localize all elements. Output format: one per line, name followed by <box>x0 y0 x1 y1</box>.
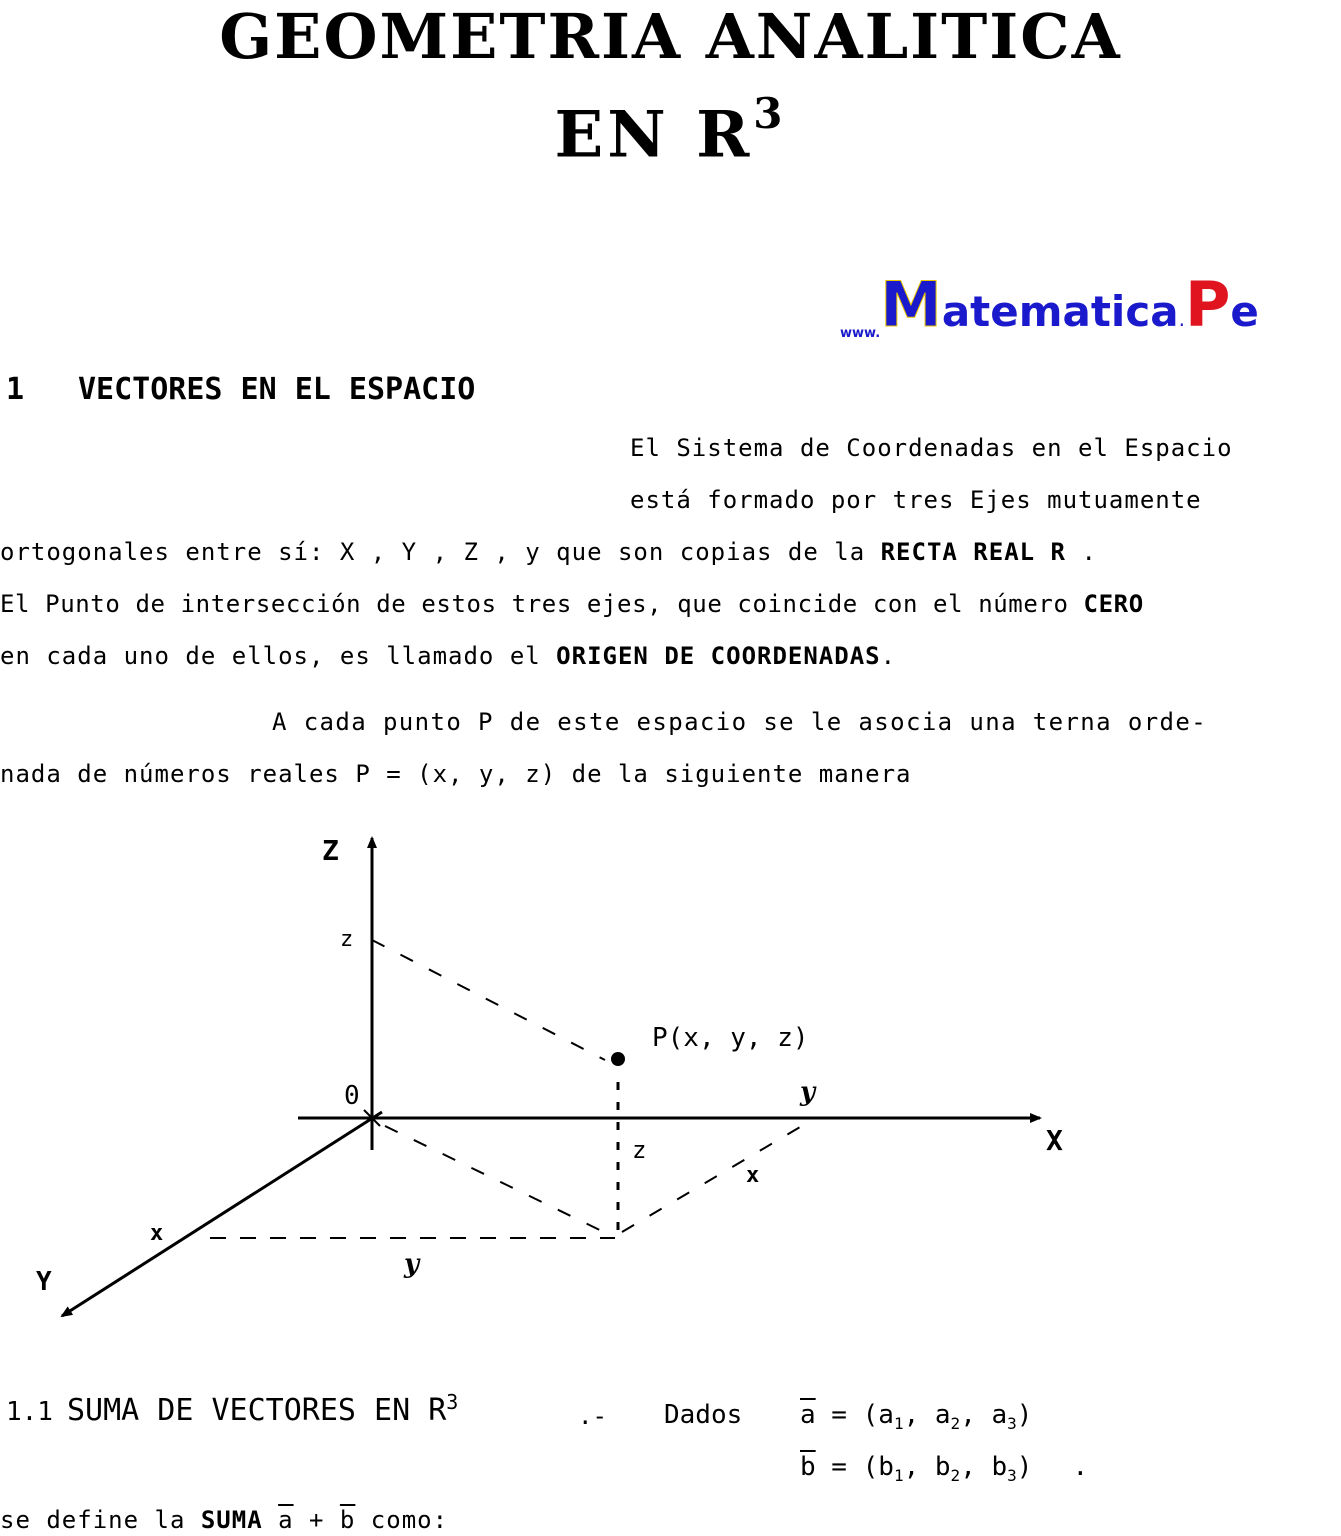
label-x-left: x <box>150 1221 164 1246</box>
text-run: se define la <box>0 1506 201 1534</box>
vector-b-definition <box>800 1452 1088 1485</box>
paragraph-line: A cada punto P de este espacio se le asocia una terna orde- <box>272 708 1208 736</box>
text-run: , b <box>903 1452 951 1482</box>
point-p <box>611 1052 625 1066</box>
paragraph-line: El Sistema de Coordenadas en el Espacio <box>630 434 1233 462</box>
label-y-bottom: y <box>404 1249 420 1279</box>
text-run: . <box>880 642 897 670</box>
paragraph-line: nada de números reales P = (x, y, z) de la siguiente manera <box>0 760 912 788</box>
y-axis <box>62 1112 382 1316</box>
text-run: como: <box>355 1506 449 1534</box>
text-run: . <box>1072 1452 1089 1482</box>
axis-label-z: Z <box>322 834 339 867</box>
page-title: GEOMETRIA ANALITICA <box>219 0 1122 73</box>
bold-term: ORIGEN DE COORDENADAS <box>556 642 881 670</box>
logo-p: P <box>1184 268 1231 341</box>
projection-line <box>372 940 605 1060</box>
page-subtitle <box>0 89 1341 173</box>
coordinate-diagram <box>0 820 1341 1340</box>
matematica-pe-logo <box>840 268 1259 341</box>
subscript: 1 <box>893 1414 904 1434</box>
subtitle-superscript: 3 <box>753 89 787 138</box>
subsection-number: 1.1 <box>6 1397 53 1427</box>
label-x-right: x <box>746 1163 760 1188</box>
paragraph-line <box>0 538 1097 566</box>
subsection-heading <box>6 1390 458 1428</box>
text-run: . <box>1066 538 1097 566</box>
text-run: = (a <box>815 1400 894 1430</box>
origin-label: 0 <box>344 1081 360 1111</box>
subscript: 2 <box>950 1414 961 1434</box>
bold-term: CERO <box>1083 590 1144 618</box>
subsection-superscript: 3 <box>446 1390 459 1414</box>
section-heading <box>6 372 475 407</box>
axis-label-x: X <box>1046 1124 1063 1157</box>
bold-term: SUMA <box>200 1506 263 1534</box>
vector-a-name: $\overline{a}$ <box>278 1506 294 1534</box>
subscript: 3 <box>1007 1414 1017 1434</box>
vector-a-name: $\overline{a}$ <box>800 1400 816 1430</box>
text-run: , b <box>960 1452 1008 1482</box>
section-title: VECTORES EN EL ESPACIO <box>78 372 476 407</box>
paragraph-line <box>0 642 896 670</box>
bold-term: RECTA REAL R <box>880 538 1066 566</box>
section-number: 1 <box>6 372 25 407</box>
vector-a-definition <box>800 1400 1032 1433</box>
logo-atematica: atematica <box>941 287 1179 336</box>
text-run: ortogonales entre sí: X , Y , Z , y que son copias de la <box>0 538 881 566</box>
vector-b-name: $\overline{b}$ <box>339 1506 356 1534</box>
definition-line <box>0 1506 448 1534</box>
text-run: en cada uno de ellos, es llamado el <box>0 642 557 670</box>
axis-label-y: Y <box>36 1267 52 1297</box>
logo-e: e <box>1230 287 1259 336</box>
projection-line <box>622 1120 812 1232</box>
separator: .- <box>578 1402 607 1430</box>
label-y-top: y <box>800 1077 816 1107</box>
paragraph-line: está formado por tres Ejes mutuamente <box>630 486 1202 514</box>
label-z-mid: z <box>632 1136 647 1164</box>
subscript: 2 <box>950 1466 961 1486</box>
text-run <box>263 1506 278 1534</box>
tick-label-z: z <box>340 927 354 952</box>
text-run: = (b <box>815 1452 894 1482</box>
text-run: + <box>293 1506 340 1534</box>
logo-www: www. <box>840 326 881 341</box>
subtitle-text: EN R <box>554 97 754 173</box>
projection-line <box>385 1126 610 1235</box>
subsection-title: SUMA DE VECTORES EN R <box>66 1393 447 1428</box>
logo-dot: . <box>1178 307 1185 331</box>
text-run: , a <box>960 1400 1008 1430</box>
paragraph-line <box>0 590 1144 618</box>
subscript: 1 <box>893 1466 904 1486</box>
vector-b-name: $\overline{b}$ <box>800 1452 816 1482</box>
point-p-label: P(x, y, z) <box>652 1023 809 1053</box>
given-label: Dados <box>664 1400 743 1430</box>
text-run: , a <box>903 1400 951 1430</box>
text-run: El Punto de intersección de estos tres ejes, que coincide con el número <box>0 590 1084 618</box>
text-run: ) <box>1016 1452 1033 1482</box>
subscript: 3 <box>1007 1466 1017 1486</box>
logo-m: M <box>880 268 942 341</box>
text-run: ) <box>1016 1400 1033 1430</box>
